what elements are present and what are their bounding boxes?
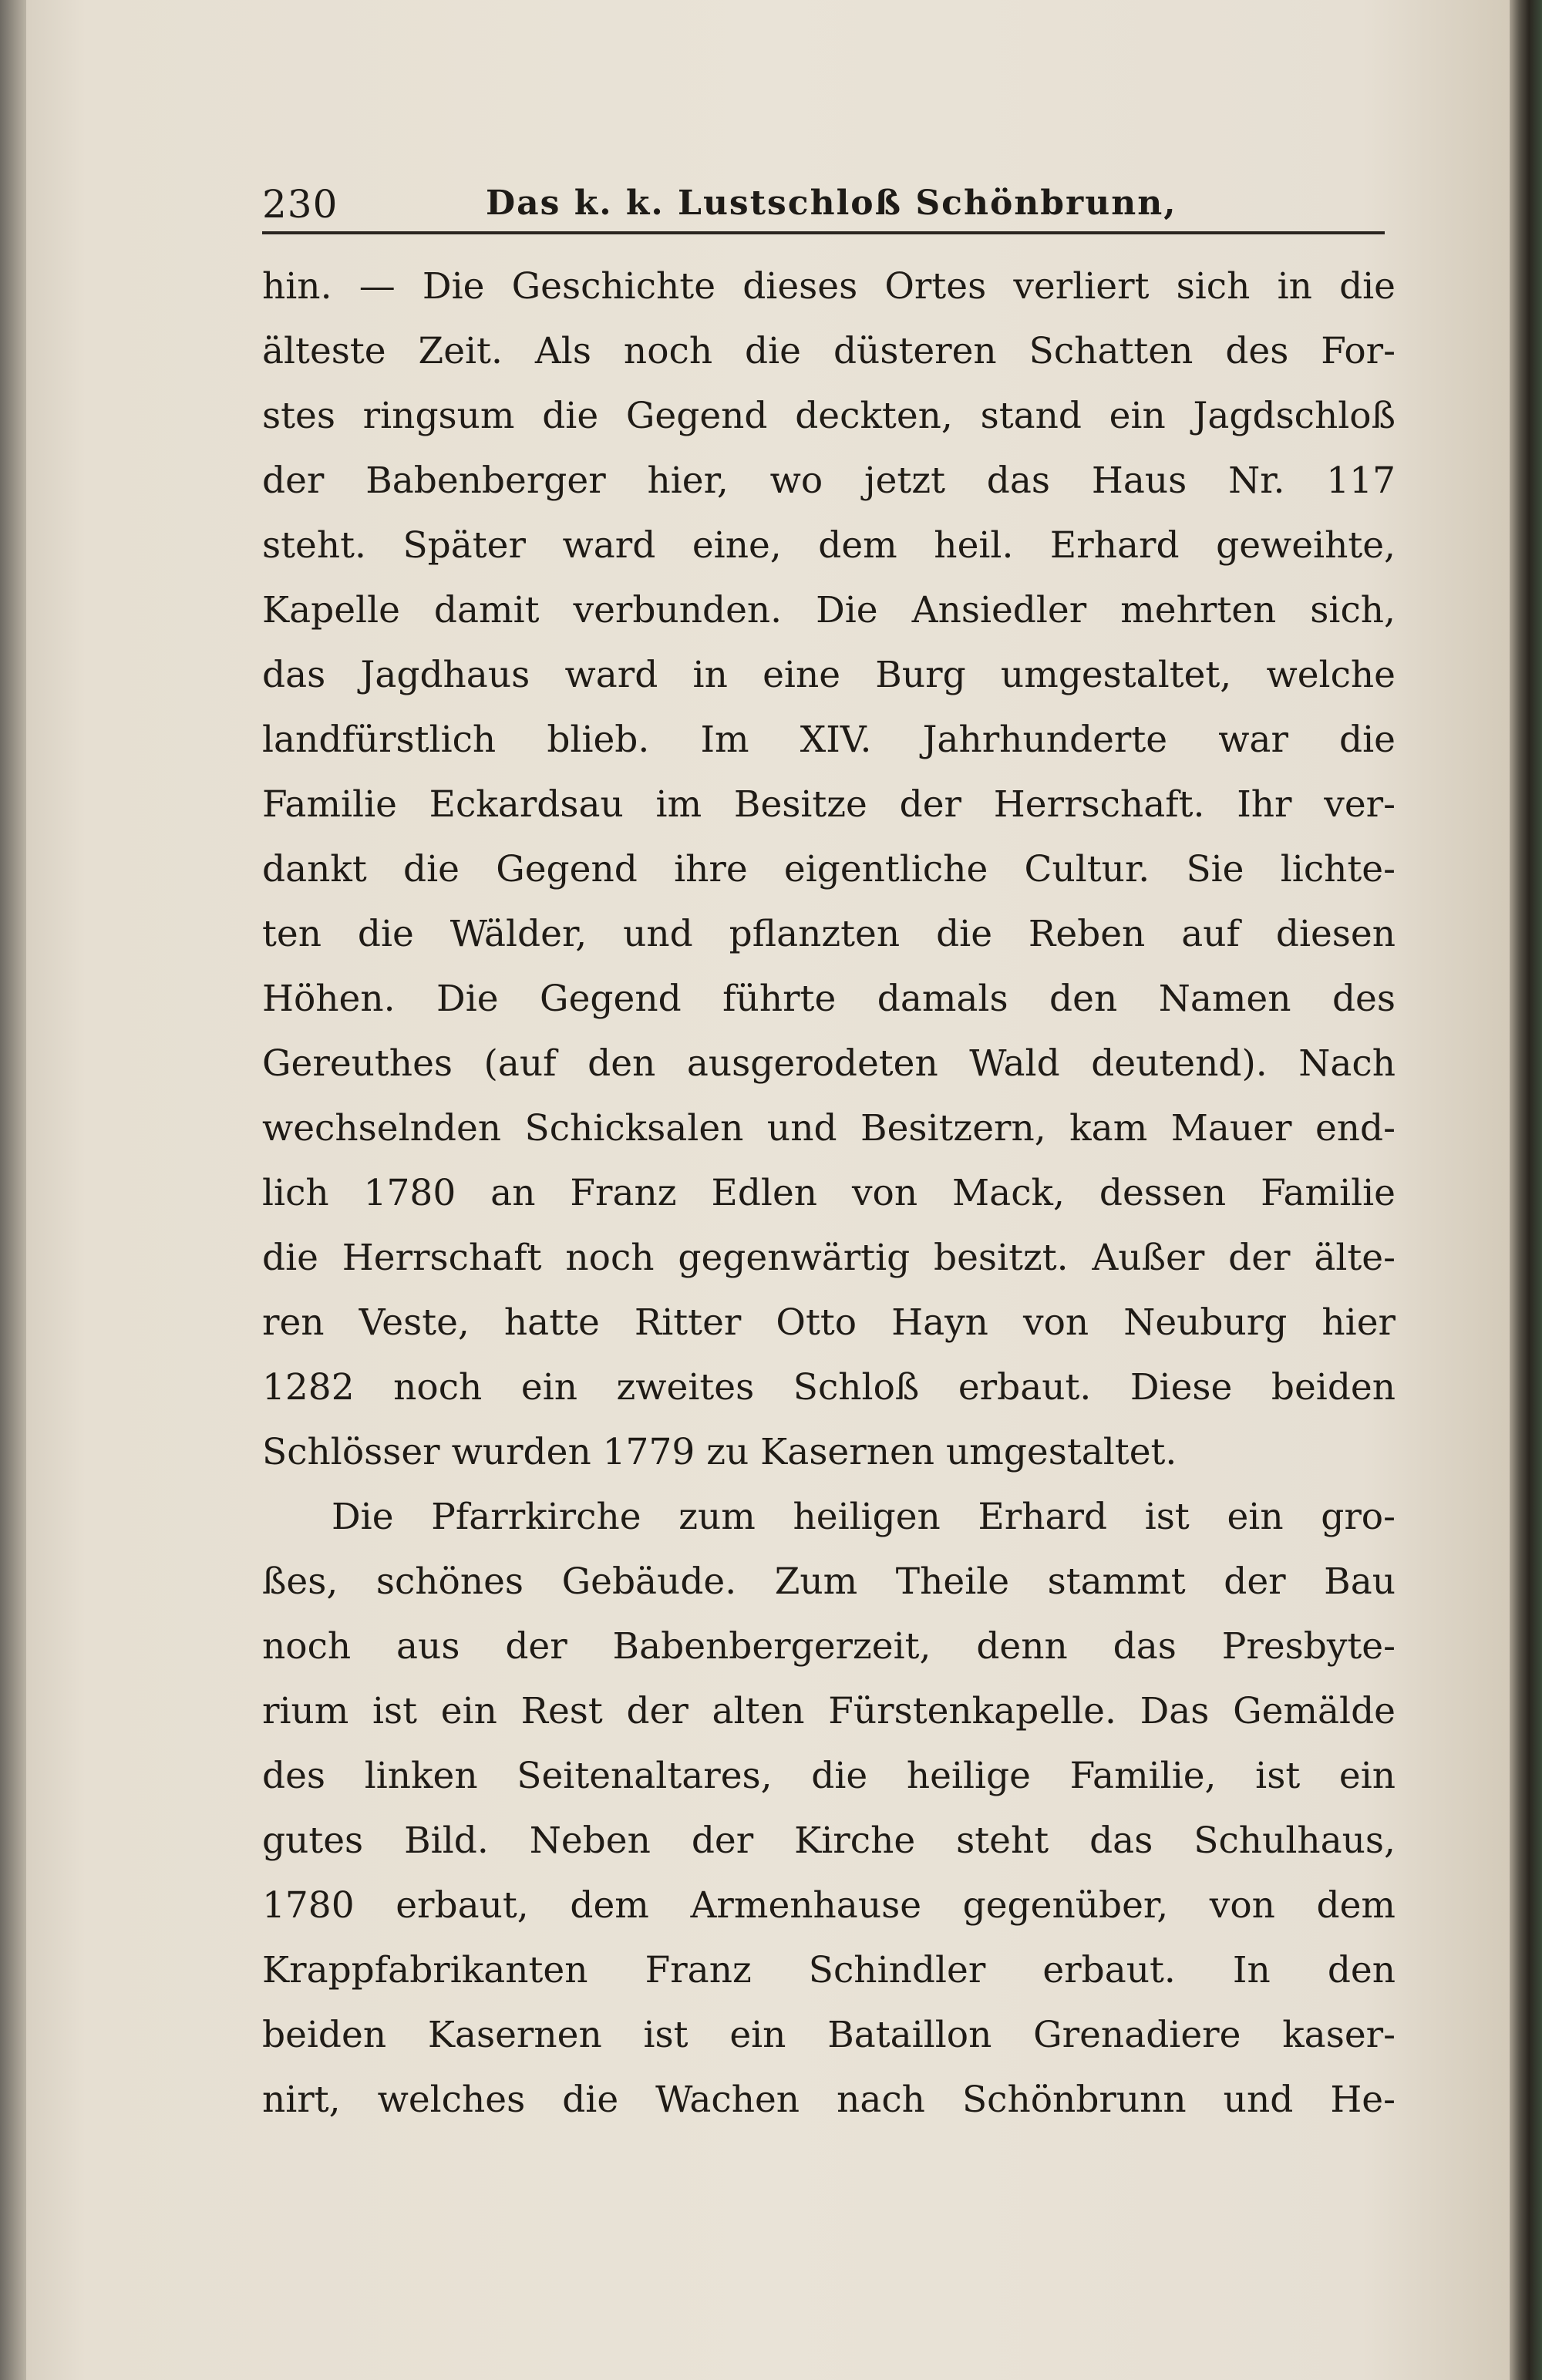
text-line: das Jagdhaus ward in eine Burg umgestaltet, welche	[262, 654, 1396, 696]
text-line: der Babenberger hier, wo jetzt das Haus Nr. 117	[262, 460, 1396, 502]
text-line: beiden Kasernen ist ein Bataillon Grenadiere kaser-	[262, 2014, 1396, 2056]
page-number: 230	[262, 182, 338, 227]
text-line: noch aus der Babenbergerzeit, denn das Presbyte-	[262, 1625, 1396, 1668]
text-line: rium ist ein Rest der alten Fürstenkapelle. Das Gemälde	[262, 1690, 1396, 1732]
text-line: wechselnden Schicksalen und Besitzern, kam Mauer end-	[262, 1107, 1396, 1150]
text-line: 1282 noch ein zweites Schloß erbaut. Diese beiden	[262, 1366, 1396, 1409]
text-line: ßes, schönes Gebäude. Zum Theile stammt der Bau	[262, 1560, 1396, 1603]
text-line: des linken Seitenaltares, die heilige Familie, ist ein	[262, 1755, 1396, 1797]
running-title: Das k. k. Lustschloß Schönbrunn,	[486, 183, 1177, 223]
text-line: ten die Wälder, und pflanzten die Reben auf diesen	[262, 913, 1396, 955]
body-text	[262, 254, 1396, 2133]
text-line: Schlösser wurden 1779 zu Kasernen umgestaltet.	[262, 1431, 1177, 1473]
text-line: gutes Bild. Neben der Kirche steht das Schulhaus,	[262, 1820, 1396, 1862]
text-line: Die Pfarrkirche zum heiligen Erhard ist ein gro-	[332, 1496, 1396, 1538]
text-line: landfürstlich blieb. Im XIV. Jahrhunderte war die	[262, 719, 1396, 761]
text-line: hin. — Die Geschichte dieses Ortes verliert sich in die	[262, 265, 1396, 308]
text-line: steht. Später ward eine, dem heil. Erhard geweihte,	[262, 524, 1396, 567]
paragraph-2	[262, 1485, 1396, 2133]
text-line: stes ringsum die Gegend deckten, stand ein Jagdschloß	[262, 395, 1396, 437]
paragraph-1	[262, 254, 1396, 1485]
text-line: Gereuthes (auf den ausgerodeten Wald deutend). Nach	[262, 1042, 1396, 1085]
text-line: Kapelle damit verbunden. Die Ansiedler mehrten sich,	[262, 589, 1396, 631]
text-line: nirt, welches die Wachen nach Schönbrunn und He-	[262, 2079, 1396, 2121]
text-line: Familie Eckardsau im Besitze der Herrschaft. Ihr ver-	[262, 783, 1396, 826]
text-line: ren Veste, hatte Ritter Otto Hayn von Neuburg hier	[262, 1301, 1396, 1344]
page-edge	[1510, 0, 1542, 2380]
text-line: dankt die Gegend ihre eigentliche Cultur. Sie lichte-	[262, 848, 1396, 890]
text-line: Höhen. Die Gegend führte damals den Namen des	[262, 978, 1396, 1020]
header-rule	[262, 231, 1385, 234]
text-line: älteste Zeit. Als noch die düsteren Schatten des For-	[262, 330, 1396, 372]
text-line: Krappfabrikanten Franz Schindler erbaut. In den	[262, 1949, 1396, 1991]
text-line: die Herrschaft noch gegenwärtig besitzt. Außer der älte-	[262, 1237, 1396, 1279]
running-header	[262, 182, 1380, 230]
text-line: 1780 erbaut, dem Armenhause gegenüber, von dem	[262, 1884, 1396, 1927]
text-line: lich 1780 an Franz Edlen von Mack, dessen Familie	[262, 1172, 1396, 1214]
